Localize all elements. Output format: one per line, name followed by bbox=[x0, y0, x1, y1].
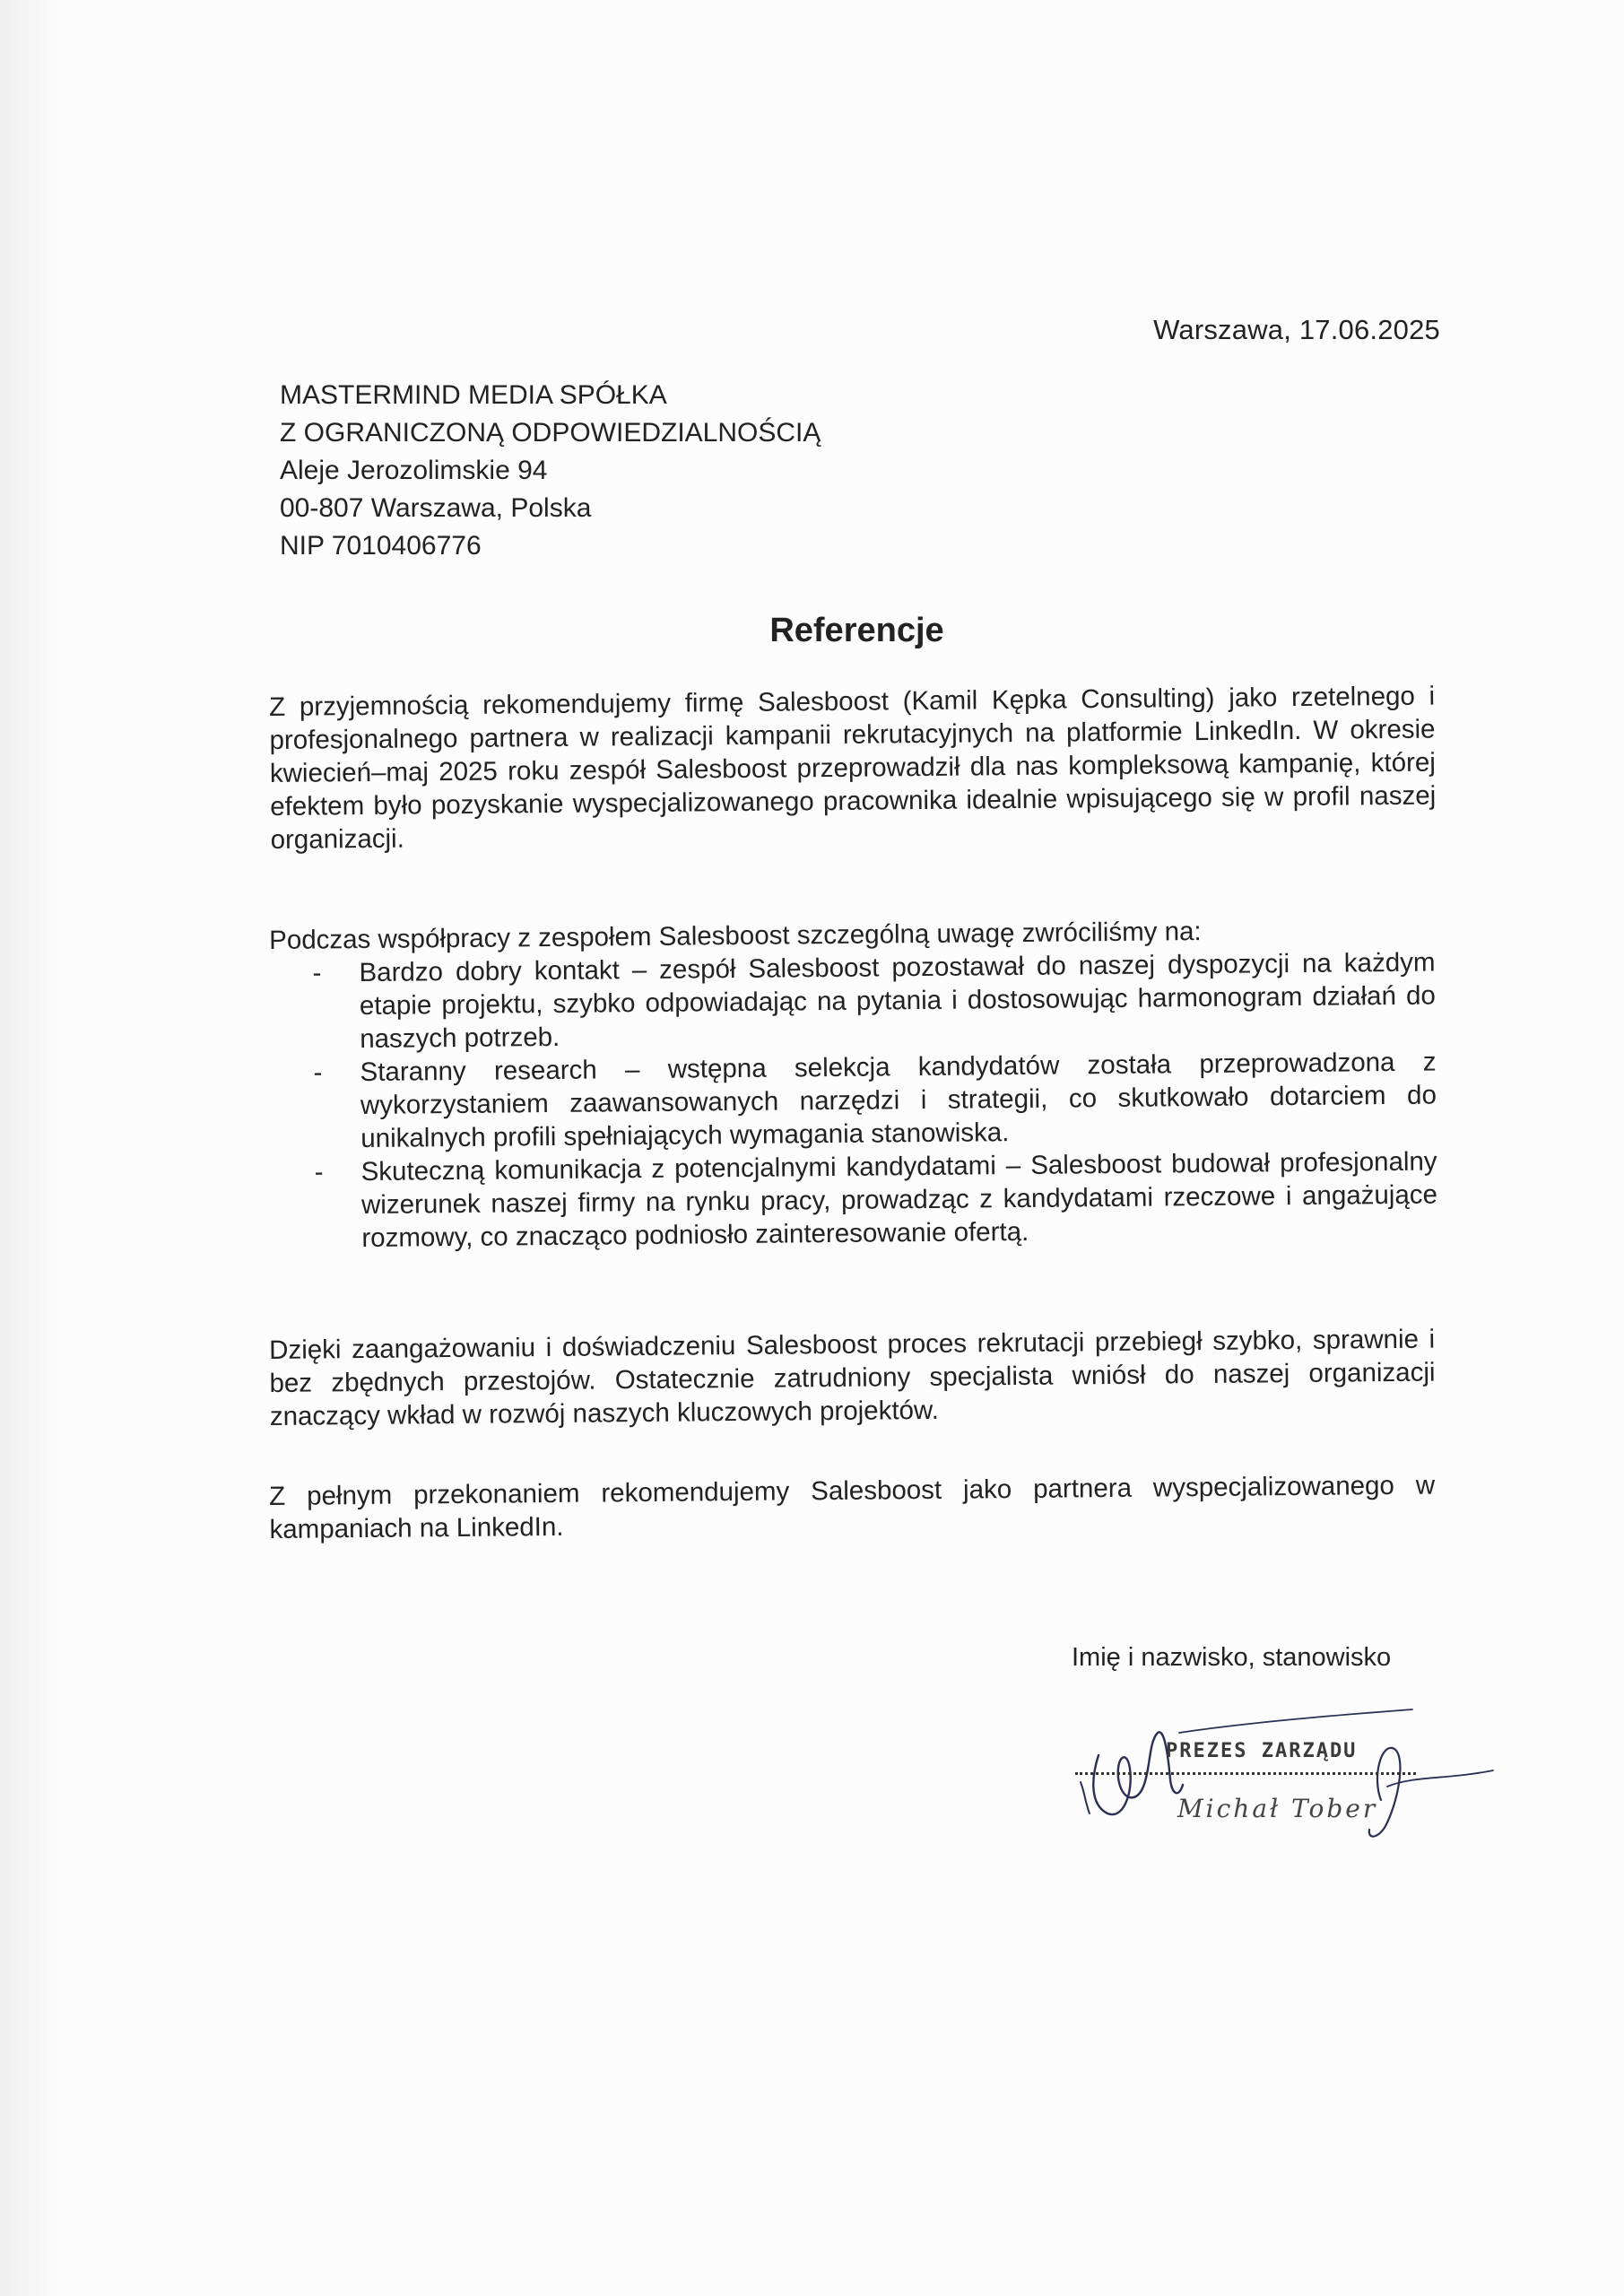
cooperation-intro: Podczas współpracy z zespołem Salesboost szczególną uwagę zwróciliśmy na: bbox=[269, 917, 1202, 955]
intro-paragraph: Z przyjemnością rekomendujemy firmę Salesboost (Kamil Kępka Consulting) jako rzetelnego i profesjonalnego partnera w realizacji kampanii rekrutacyjnych na platformie LinkedIn. W okresie kwiecień–maj 2025 roku zespół Salesboost przeprowadził dla nas kompleksową kampanię, której efektem było pozyskanie wyspecjalizowanego pracownika idealnie wpisującego się w profil naszej organizacji. bbox=[269, 681, 1437, 855]
list-item bbox=[269, 946, 1436, 1057]
handwritten-signature bbox=[1072, 1679, 1502, 1849]
intro-paragraph-block bbox=[269, 680, 1437, 857]
closing-paragraph-block bbox=[269, 1469, 1436, 1546]
addressee-line: MASTERMIND MEDIA SPÓŁKA bbox=[280, 380, 667, 410]
highlights-list bbox=[269, 946, 1437, 1256]
bullet-marker: - bbox=[313, 1057, 323, 1088]
signature-dotted-line bbox=[1075, 1772, 1416, 1775]
stamp-title: PREZES ZARZĄDU bbox=[1166, 1740, 1358, 1762]
signature-label: Imię i nazwisko, stanowisko bbox=[1072, 1643, 1392, 1672]
scan-edge-shadow bbox=[0, 0, 63, 2296]
addressee-line: Z OGRANICZONĄ ODPOWIEDZIALNOŚCIĄ bbox=[280, 418, 821, 448]
effect-paragraph-block bbox=[269, 1323, 1436, 1433]
addressee-line: NIP 7010406776 bbox=[280, 531, 482, 561]
list-item bbox=[270, 1046, 1437, 1156]
bullet-marker: - bbox=[314, 1157, 324, 1187]
cooperation-section bbox=[269, 913, 1437, 1256]
closing-paragraph: Z pełnym przekonaniem rekomendujemy Salesboost jako partnera wyspecjalizowanego w kampaniach na LinkedIn. bbox=[269, 1470, 1436, 1544]
list-item-text: Bardzo dobry kontakt – zespół Salesboost pozostawał do naszej dyspozycji na każdym etapie projektu, szybko odpowiadając na pytania i dostosowując harmonogram działań do naszych potrzeb. bbox=[359, 947, 1436, 1055]
stamp-name: Michał Tober bbox=[1177, 1794, 1378, 1823]
letter-date: Warszawa, 17.06.2025 bbox=[1153, 314, 1440, 345]
bullet-marker: - bbox=[312, 958, 322, 988]
signature-block bbox=[1072, 1643, 1448, 1823]
list-item-text: Staranny research – wstępna selekcja kandydatów została przeprowadzona z wykorzystaniem zaawansowanych narzędzi i strategii, co skutkowało dotarciem do unikalnych profili spełniających wymagania stanowiska. bbox=[360, 1047, 1437, 1154]
letter-title: Referencje bbox=[769, 612, 944, 649]
addressee-block bbox=[280, 377, 821, 565]
list-item bbox=[271, 1145, 1437, 1256]
addressee-line: Aleje Jerozolimskie 94 bbox=[280, 456, 548, 485]
list-item-text: Skuteczną komunikacja z potencjalnymi kandydatami – Salesboost budował profesjonalny wizerunek naszej firmy na rynku pracy, prowadząc z kandydatami rzeczowe i angażujące rozmowy, co znacząco podniosło zainteresowanie ofertą. bbox=[360, 1146, 1438, 1254]
effect-paragraph: Dzięki zaangażowaniu i doświadczeniu Salesboost proces rekrutacji przebiegł szybko, sprawnie i bez zbędnych przestojów. Ostatecznie zatrudniony specjalista wniósł do naszej organizacji znaczący wkład w rozwój naszych kluczowych projektów. bbox=[269, 1324, 1436, 1431]
addressee-line: 00-807 Warszawa, Polska bbox=[280, 493, 592, 523]
